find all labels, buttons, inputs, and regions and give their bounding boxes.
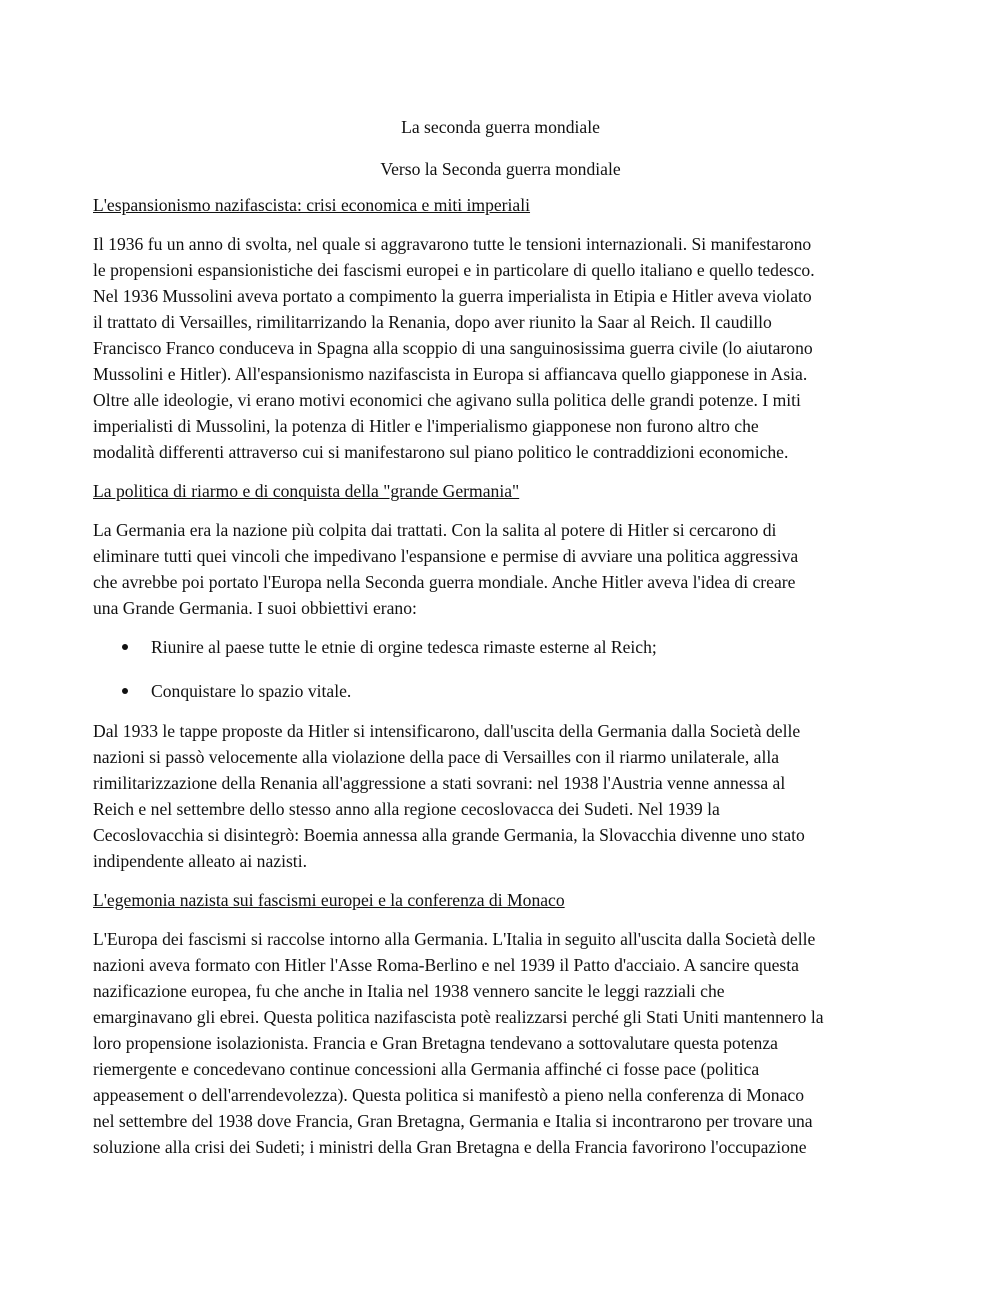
list-item-text: Riunire al paese tutte le etnie di orgine tedesca rimaste esterne al Reich;: [151, 637, 657, 657]
text-line: emarginavano gli ebrei. Questa politica nazifascista potè realizzarsi perché gli Stati Uniti mantennero la: [93, 1007, 824, 1027]
text-line: Mussolini e Hitler). All'espansionismo nazifascista in Europa si affiancava quello giapponese in Asia.: [93, 364, 808, 384]
document-subtitle: Verso la Seconda guerra mondiale: [380, 159, 621, 179]
text-line: Il 1936 fu un anno di svolta, nel quale si aggravarono tutte le tensioni internazionali. Si manifestarono: [93, 234, 812, 254]
paragraph: [93, 517, 908, 621]
text-line: indipendente alleato ai nazisti.: [93, 851, 307, 871]
text-line: nazificazione europea, fu che anche in Italia nel 1938 vennero sancite le leggi razziali che: [93, 981, 725, 1001]
text-line: modalità differenti attraverso cui si manifestarono sul piano politico le contraddizioni economiche.: [93, 442, 789, 462]
section-heading: L'egemonia nazista sui fascismi europei e la conferenza di Monaco: [93, 890, 565, 910]
text-line: eliminare tutti quei vincoli che impedivano l'espansione e permise di avviare una politica aggressiva: [93, 546, 799, 566]
text-line: loro propensione isolazionista. Francia e Gran Bretagna tendevano a sottovalutare questa potenza: [93, 1033, 778, 1053]
paragraph: [93, 231, 908, 465]
text-line: Cecoslovacchia si disintegrò: Boemia annessa alla grande Germania, la Slovacchia divenne uno stato: [93, 825, 805, 845]
text-line: Oltre alle ideologie, vi erano motivi economici che agivano sulla politica delle grandi potenze. I miti: [93, 390, 801, 410]
text-line: il trattato di Versailles, rimilitarrizando la Renania, dopo aver riunito la Saar al Reich. Il caudillo: [93, 312, 772, 332]
text-line: soluzione alla crisi dei Sudeti; i ministri della Gran Bretagna e della Francia favorirono l'occupazione: [93, 1137, 807, 1157]
list-item: [93, 678, 908, 704]
text-line: una Grande Germania. I suoi obbiettivi erano:: [93, 598, 417, 618]
text-line: nazioni aveva formato con Hitler l'Asse Roma-Berlino e nel 1939 il Patto d'acciaio. A sancire questa: [93, 955, 799, 975]
text-line: rimilitarizzazione della Renania all'aggressione a stati sovrani: nel 1938 l'Austria venne annessa al: [93, 773, 786, 793]
section-heading: L'espansionismo nazifascista: crisi economica e miti imperiali: [93, 195, 531, 215]
text-line: La Germania era la nazione più colpita dai trattati. Con la salita al potere di Hitler si cercarono di: [93, 520, 777, 540]
text-line: imperialisti di Mussolini, la potenza di Hitler e l'imperialismo giapponese non furono altro che: [93, 416, 759, 436]
bullet-icon: [122, 644, 128, 650]
section-heading: La politica di riarmo e di conquista della "grande Germania": [93, 481, 520, 501]
text-line: Francisco Franco conduceva in Spagna alla scoppio di una sanguinosissima guerra civile (lo aiutarono: [93, 338, 813, 358]
list-item: [93, 634, 908, 660]
text-line: L'Europa dei fascismi si raccolse intorno alla Germania. L'Italia in seguito all'uscita dalla Società delle: [93, 929, 816, 949]
paragraph: [93, 926, 908, 1160]
document-title: La seconda guerra mondiale: [401, 117, 600, 137]
text-line: nel settembre del 1938 dove Francia, Gran Bretagna, Germania e Italia si incontrarono per trovare una: [93, 1111, 813, 1131]
text-line: le propensioni espansionistiche dei fascismi europei e in particolare di quello italiano e quello tedesco.: [93, 260, 815, 280]
bullet-icon: [122, 688, 128, 694]
list-item-text: Conquistare lo spazio vitale.: [151, 681, 352, 701]
text-line: Nel 1936 Mussolini aveva portato a compimento la guerra imperialista in Etipia e Hitler aveva violato: [93, 286, 812, 306]
text-line: Reich e nel settembre dello stesso anno alla regione cecoslovacca dei Sudeti. Nel 1939 la: [93, 799, 720, 819]
text-line: che avrebbe poi portato l'Europa nella Seconda guerra mondiale. Anche Hitler aveva l'idea di creare: [93, 572, 796, 592]
text-line: appeasement o dell'arrendevolezza). Questa politica si manifestò a pieno nella conferenza di Monaco: [93, 1085, 805, 1105]
text-line: nazioni si passò velocemente alla violazione della pace di Versailles con il riarmo unilaterale, alla: [93, 747, 780, 767]
bullet-list: [93, 634, 908, 704]
paragraph: [93, 718, 908, 874]
text-line: Dal 1933 le tappe proposte da Hitler si intensificarono, dall'uscita della Germania dalla Società delle: [93, 721, 801, 741]
text-line: riemergente e concedevano continue concessioni alla Germania affinché ci fosse pace (politica: [93, 1059, 760, 1079]
document-page: [93, 114, 908, 1173]
